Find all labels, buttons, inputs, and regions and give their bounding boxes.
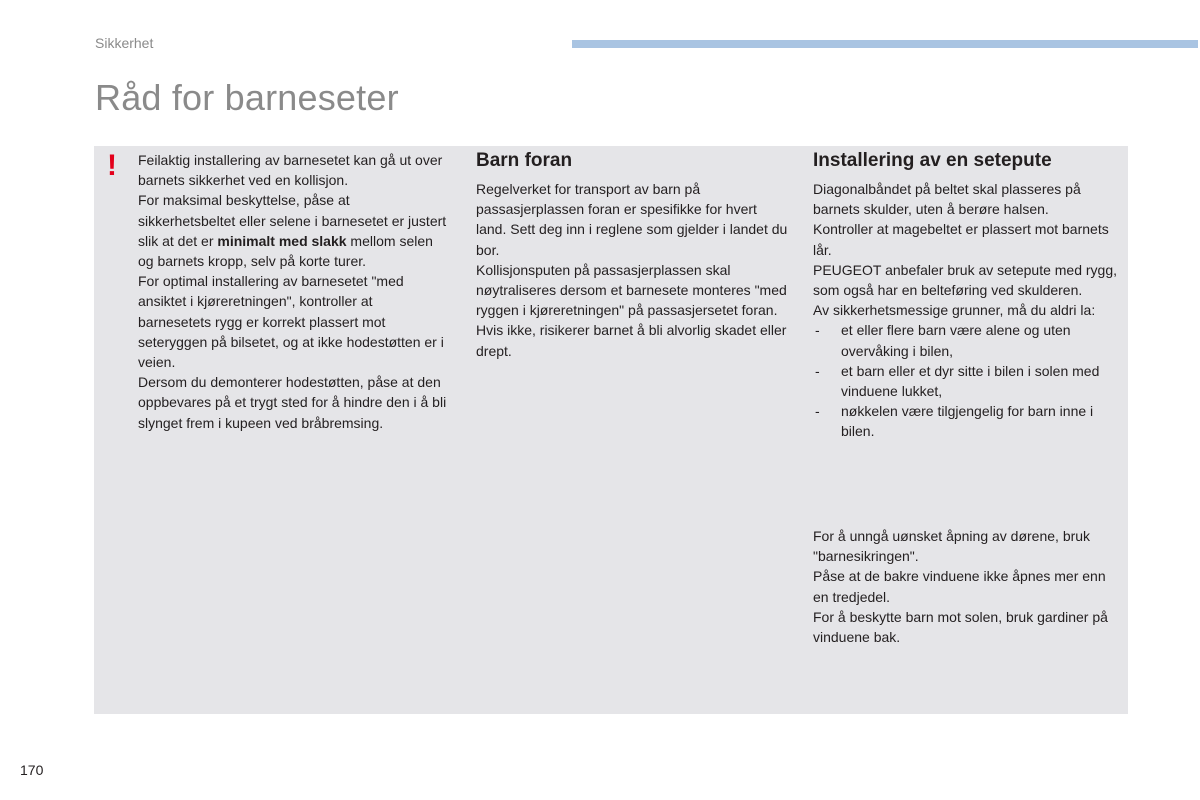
booster-paragraph-never: Av sikkerhetsmessige grunner, må du aldri la: (813, 302, 1096, 319)
warning-harness-text-end: mellom selen og barnets kropp, selv på korte turer. (138, 232, 433, 270)
warning-paragraph-harness (138, 190, 448, 271)
warning-text-column (138, 150, 448, 433)
extra-paragraph-child-lock: For å unngå uønsket åpning av dørene, bruk "barnesikringen". (813, 528, 1091, 565)
booster-text-column (813, 179, 1125, 442)
list-item-text: et eller flere barn være alene og uten overvåking i bilen, (841, 322, 1071, 359)
list-item (813, 401, 1125, 441)
list-item-text: nøkkelen være tilgjengelig for barn inne i bilen. (841, 403, 1094, 440)
list-item (813, 320, 1125, 360)
bullet-dash: - (815, 322, 820, 339)
warning-paragraph-seat-back: For optimal installering av barnesetet "med ansiktet i kjøreretningen", kontroller at barnesetets rygg er korrekt plassert mot seteryggen på bilsetet, og at ikke hodestøtten er i veien. (138, 273, 444, 371)
bullet-dash: - (815, 362, 820, 379)
booster-paragraph-recommend: PEUGEOT anbefaler bruk av setepute med rygg, som også har en belteføring ved skulderen. (813, 261, 1118, 299)
front-paragraph-airbag: Kollisjonsputen på passasjerplassen skal nøytraliseres dersom et barnesete monteres "med ryggen i kjøreretningen" på passasjersetet foran. Hvis ikke, risikerer barnet å bli alvorlig skadet eller drept. (476, 261, 787, 359)
booster-paragraph-lap: Kontroller at magebeltet er plassert mot barnets lår. (813, 221, 1109, 258)
front-heading: Barn foran (476, 150, 573, 171)
page-number: 170 (20, 762, 44, 778)
section-label: Sikkerhet (95, 35, 154, 51)
bullet-dash: - (815, 403, 820, 420)
header-accent-bar (572, 40, 1198, 48)
extra-paragraph-sun: For å beskytte barn mot solen, bruk gardiner på vinduene bak. (813, 608, 1108, 646)
extra-paragraph-windows: Påse at de bakre vinduene ikke åpnes mer enn en tredjedel. (813, 568, 1106, 605)
list-item-text: et barn eller et dyr sitte i bilen i solen med vinduene lukket, (841, 362, 1100, 400)
exclamation-icon: ! (107, 149, 117, 182)
warning-harness-text-start: For maksimal beskyttelse, påse at sikkerhetsbeltet eller selene i barnesetet er justert slik at det er (138, 192, 447, 249)
booster-bullet-list (813, 320, 1125, 441)
warning-intro: Feilaktig installering av barnesetet kan gå ut over barnets sikkerhet ved en kollisjon. (138, 152, 443, 189)
front-paragraph-rules: Regelverket for transport av barn på passasjerplassen foran er spesifikke for hvert land. Sett deg inn i reglene som gjelder i landet du bor. (476, 181, 788, 258)
extra-text-column (813, 526, 1125, 647)
warning-paragraph-headrest: Dersom du demonterer hodestøtten, påse at den oppbevares på et trygt sted for å hindre den i å bli slynget frem i kupeen ved bråbremsing. (138, 374, 447, 431)
front-text-column (476, 179, 788, 361)
list-item (813, 361, 1125, 401)
booster-paragraph-diagonal: Diagonalbåndet på beltet skal plasseres på barnets skulder, uten å berøre halsen. (813, 181, 1081, 218)
booster-heading: Installering av en setepute (813, 150, 1052, 171)
warning-harness-bold: minimalt med slakk (217, 232, 347, 249)
page-title: Råd for barneseter (95, 77, 399, 118)
